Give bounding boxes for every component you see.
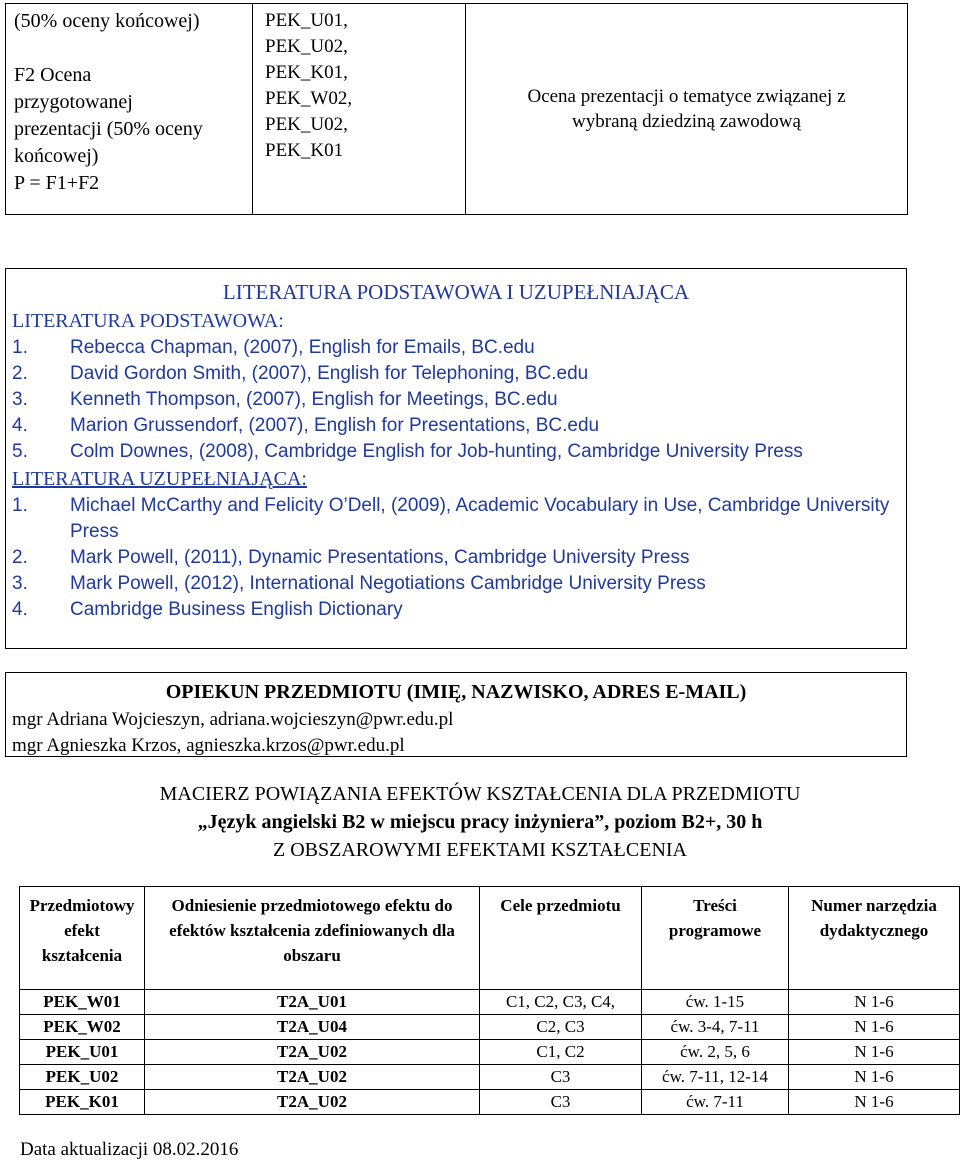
matrix-title-line: MACIERZ POWIĄZANIA EFEKTÓW KSZTAŁCENIA DLA PRZEDMIOTU [159,783,801,805]
matrix-course-name: „Język angielski B2 w miejscu pracy inżyniera”, poziom B2+, 30 h [197,811,763,833]
cell-line: PEK_K01 [265,140,344,161]
literature-heading: LITERATURA PODSTAWOWA I UZUPEŁNIAJĄCA [222,280,690,304]
assessment-row [6,4,908,215]
cell-goals: C3 [480,1090,642,1115]
cell-spacer [14,35,244,62]
item-number: 3. [12,573,28,594]
literature-box [5,268,907,649]
cell-line: wybraną dziedziną zawodową [572,111,801,132]
update-date: Data aktualizacji 08.02.2016 [20,1139,239,1160]
cell-effect: PEK_K01 [20,1090,145,1115]
cell-reference: T2A_U04 [145,1015,480,1040]
assessment-cell-description [466,4,908,215]
table-row [20,1090,960,1115]
basic-literature-list [12,335,900,465]
cell-line: (50% oceny końcowej) [14,10,200,32]
cell-tool: N 1-6 [789,1065,960,1090]
item-text: David Gordon Smith, (2007), English for Telephoning, BC.edu [70,363,589,384]
cell-line: przygotowanej [14,91,133,113]
cell-goals: C1, C2 [480,1040,642,1065]
cell-goals: C1, C2, C3, C4, [480,990,642,1015]
assessment-table [5,3,908,215]
item-number: 1. [12,337,28,358]
cell-reference: T2A_U02 [145,1040,480,1065]
cell-line: F2 Ocena [14,64,92,86]
cell-content: ćw. 3-4, 7-11 [642,1015,789,1040]
cell-tool: N 1-6 [789,1015,960,1040]
item-number: 1. [12,495,28,516]
table-row [20,1065,960,1090]
header-program-content: Treści programowe [642,887,789,990]
basic-literature-label: LITERATURA PODSTAWOWA: [12,310,284,332]
supplementary-literature-list [12,493,900,623]
list-item [12,413,900,439]
list-item [12,335,900,361]
list-item [12,597,900,623]
cell-effect: PEK_U02 [20,1065,145,1090]
item-text: Kenneth Thompson, (2007), English for Meetings, BC.edu [70,389,558,410]
header-course-goals: Cele przedmiotu [480,887,642,990]
item-text: Marion Grussendorf, (2007), English for Presentations, BC.edu [70,415,600,436]
item-number: 4. [12,415,28,436]
cell-line: PEK_U02, [265,114,348,135]
table-row [20,990,960,1015]
supervisor-box [5,672,907,757]
cell-content: ćw. 7-11 [642,1090,789,1115]
item-number: 2. [12,547,28,568]
cell-content: ćw. 7-11, 12-14 [642,1065,789,1090]
effects-matrix-table [19,886,960,1115]
item-number: 4. [12,599,28,620]
list-item [12,545,900,571]
cell-content: ćw. 1-15 [642,990,789,1015]
item-text: Cambridge Business English Dictionary [70,599,403,620]
cell-line: końcowej) [14,145,99,167]
table-row [20,1040,960,1065]
cell-reference: T2A_U01 [145,990,480,1015]
list-item [12,439,900,465]
supervisor-line: mgr Adriana Wojcieszyn, adriana.wojcieszyn@pwr.edu.pl [12,709,454,730]
item-text: Mark Powell, (2011), Dynamic Presentations, Cambridge University Press [70,547,690,568]
item-text: Mark Powell, (2012), International Negotiations Cambridge University Press [70,573,706,594]
cell-line: P = F1+F2 [14,172,100,194]
list-item [12,387,900,413]
cell-line: PEK_W02, [265,88,353,109]
assessment-cell-effects [253,4,466,215]
item-text: Michael McCarthy and Felicity O’Dell, (2009), Academic Vocabulary in Use, Cambridge University Press [70,495,890,542]
header-tool-number: Numer narzędzia dydaktycznego [789,887,960,990]
cell-reference: T2A_U02 [145,1065,480,1090]
cell-content: ćw. 2, 5, 6 [642,1040,789,1065]
matrix-title-line: Z OBSZAROWYMI EFEKTAMI KSZTAŁCENIA [273,839,687,861]
supplementary-literature-label: LITERATURA UZUPEŁNIAJĄCA: [12,468,307,490]
cell-tool: N 1-6 [789,990,960,1015]
cell-line: PEK_U01, [265,10,348,31]
supervisor-line: mgr Agnieszka Krzos, agnieszka.krzos@pwr.edu.pl [12,735,405,756]
cell-goals: C3 [480,1065,642,1090]
cell-line: prezentacji (50% oceny [14,118,203,140]
cell-line: PEK_K01, [265,62,348,83]
item-number: 3. [12,389,28,410]
table-row [20,1015,960,1040]
matrix-title [0,780,960,864]
assessment-cell-grade [6,4,253,215]
list-item [12,361,900,387]
supervisor-heading: OPIEKUN PRZEDMIOTU (IMIĘ, NAZWISKO, ADRES E-MAIL) [165,681,747,703]
cell-line: Ocena prezentacji o tematyce związanej z [527,86,846,107]
item-number: 2. [12,363,28,384]
cell-reference: T2A_U02 [145,1090,480,1115]
item-text: Colm Downes, (2008), Cambridge English for Job-hunting, Cambridge University Press [70,441,803,462]
cell-tool: N 1-6 [789,1090,960,1115]
cell-tool: N 1-6 [789,1040,960,1065]
cell-effect: PEK_U01 [20,1040,145,1065]
cell-goals: C2, C3 [480,1015,642,1040]
header-reference: Odniesienie przedmiotowego efektu do efektów kształcenia zdefiniowanych dla obszaru [145,887,480,990]
cell-effect: PEK_W02 [20,1015,145,1040]
cell-effect: PEK_W01 [20,990,145,1015]
item-number: 5. [12,441,28,462]
list-item [12,493,900,545]
item-text: Rebecca Chapman, (2007), English for Emails, BC.edu [70,337,535,358]
table-header-row [20,887,960,990]
header-course-effect: Przedmiotowy efekt kształcenia [20,887,145,990]
cell-line: PEK_U02, [265,36,348,57]
list-item [12,571,900,597]
